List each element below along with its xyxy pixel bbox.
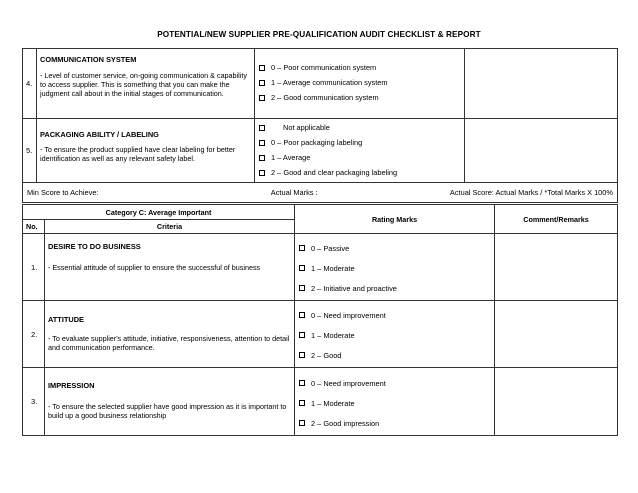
row-number: 3. [23,368,45,436]
checkbox-icon[interactable] [259,95,265,101]
criteria-description: - To ensure the product supplied have clear labeling for better identification as well as any relevant safety label. [40,145,236,163]
checkbox-icon[interactable] [259,155,265,161]
rating-option[interactable]: 0 – Passive [299,238,490,258]
criteria-cell [45,301,295,368]
row-number: 5. [23,119,37,183]
rating-option[interactable]: 2 – Good [299,345,490,365]
rating-option[interactable]: 2 – Initiative and proactive [299,278,490,298]
criteria-cell [37,119,255,183]
checkbox-icon[interactable] [299,400,305,406]
comment-cell[interactable] [465,49,618,119]
criteria-heading: ATTITUDE [48,315,84,324]
criteria-description: - Essential attitude of supplier to ensure the successful of business [48,263,261,272]
checkbox-icon[interactable] [299,332,305,338]
criteria-header: Criteria [45,220,295,234]
min-score-label: Min Score to Achieve: [27,188,99,197]
checklist-table-top [22,48,618,203]
checkbox-icon[interactable] [299,352,305,358]
checkbox-icon[interactable] [299,420,305,426]
checkbox-icon[interactable] [299,312,305,318]
criteria-cell [45,234,295,301]
rating-option[interactable]: 0 – Need improvement [299,305,490,325]
table-row [23,368,618,436]
checkbox-icon[interactable] [299,285,305,291]
rating-option[interactable]: Not applicable [259,120,460,135]
checkbox-icon[interactable] [259,65,265,71]
checklist-table-category-c [22,204,618,436]
criteria-cell [45,368,295,436]
page-title: POTENTIAL/NEW SUPPLIER PRE-QUALIFICATION AUDIT CHECKLIST & REPORT [157,30,481,39]
criteria-heading: IMPRESSION [48,381,95,390]
rating-option[interactable]: 0 – Poor packaging labeling [259,135,460,150]
rating-option[interactable]: 2 – Good and clear packaging labeling [259,165,460,180]
checkbox-icon[interactable] [299,380,305,386]
rating-option[interactable]: 1 – Average communication system [259,75,460,90]
criteria-heading: PACKAGING ABILITY / LABELING [40,130,159,139]
rating-options [295,368,495,436]
rating-options [295,301,495,368]
checkbox-icon[interactable] [259,140,265,146]
rating-option[interactable]: 1 – Moderate [299,325,490,345]
criteria-cell [37,49,255,119]
score-cell [23,183,618,203]
rating-option[interactable]: 1 – Average [259,150,460,165]
rating-option[interactable]: 2 – Good impression [299,413,490,433]
comment-cell[interactable] [465,119,618,183]
rating-options [255,119,465,183]
rating-option[interactable]: 0 – Need improvement [299,373,490,393]
checkbox-icon[interactable] [259,125,265,131]
row-number: 1. [23,234,45,301]
category-title: Category C: Average Important [23,205,295,220]
criteria-description: - To evaluate supplier's attitude, initiative, responsiveness, attention to detail and communication performance. [48,334,290,352]
rating-option[interactable]: 2 – Good communication system [259,90,460,105]
header-row [23,205,618,220]
rating-options [255,49,465,119]
comment-cell[interactable] [495,301,618,368]
actual-marks-label: Actual Marks : [270,188,318,197]
rating-option[interactable]: 0 – Poor communication system [259,60,460,75]
score-row [23,183,618,203]
table-row [23,49,618,119]
actual-score-label: Actual Score: Actual Marks / *Total Marks X 100% [449,188,613,197]
row-number: 2. [23,301,45,368]
criteria-description: - Level of customer service, on-going communication & capability to access supplier. This is something that you can make the judgment call about in the initial stages of communication. [40,71,247,98]
checkbox-icon[interactable] [259,170,265,176]
checkbox-icon[interactable] [259,80,265,86]
comment-remarks-header: Comment/Remarks [495,205,618,234]
checkbox-icon[interactable] [299,245,305,251]
comment-cell[interactable] [495,234,618,301]
criteria-heading: DESIRE TO DO BUSINESS [48,242,141,251]
rating-options [295,234,495,301]
no-header: No. [23,220,45,234]
checkbox-icon[interactable] [299,265,305,271]
criteria-heading: COMMUNICATION SYSTEM [40,55,137,64]
table-row [23,119,618,183]
rating-option[interactable]: 1 – Moderate [299,258,490,278]
table-row [23,234,618,301]
table-row [23,301,618,368]
rating-option[interactable]: 1 – Moderate [299,393,490,413]
row-number: 4. [23,49,37,119]
criteria-description: - To ensure the selected supplier have good impression as it is important to build up a good business relationship [48,402,287,420]
rating-marks-header: Rating Marks [295,205,495,234]
comment-cell[interactable] [495,368,618,436]
